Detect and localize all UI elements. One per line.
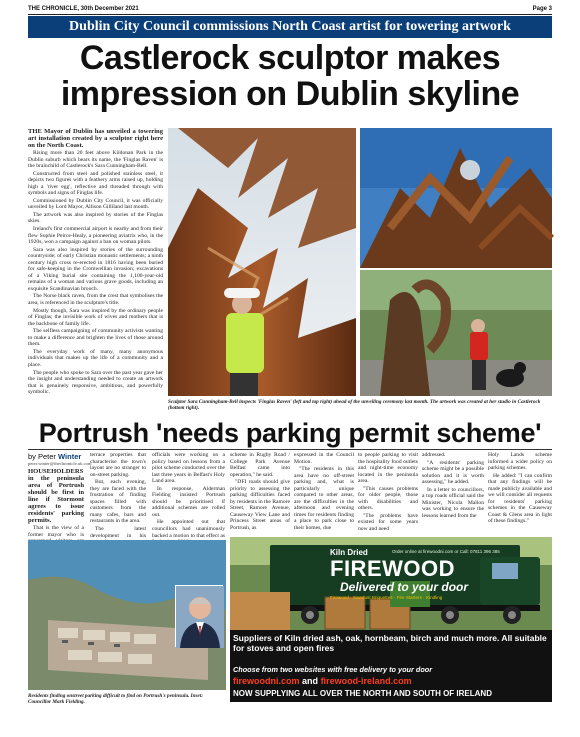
- story2-column-1: [28, 468, 84, 538]
- byline-prefix: by Peter: [28, 452, 56, 461]
- councillor-portrait: [176, 586, 224, 648]
- advert-coverage-text: NOW SUPPLYING ALL OVER THE NORTH AND SOUTH OF IRELAND: [233, 689, 492, 698]
- firewood-brand-top: Kiln Dried: [330, 548, 368, 557]
- story2-paragraph: expressed in the Council Motion.: [294, 452, 354, 465]
- story1-kicker: Dublin City Council commissions North Coast artist for towering artwork: [28, 16, 552, 38]
- story1-paragraph: The people who spoke to Sara over the past year gave her the insight and understanding needed to create an artwork that is genuinely responsive, ambitious, and powerfully symbolic.: [28, 369, 163, 396]
- advert-suppliers-text: Suppliers of Kiln dried ash, oak, hornbeam, birch and much more. All suitable for stoves and open fires: [233, 633, 547, 653]
- story1-paragraph: The selfless campaigning of community activists wanting to make a difference and brighten the lives of those around them.: [28, 328, 163, 348]
- story2-headline: Portrush 'needs parking permit scheme': [38, 418, 542, 448]
- byline-name: Winter: [58, 452, 82, 461]
- story1-paragraph: The everyday work of many, many anonymous individuals that makes up the life of a community and a place.: [28, 348, 163, 368]
- story1-headline: Castlerock sculptor makes impression on Dublin skyline: [60, 39, 520, 113]
- firewood-contact: Order online at firewoodni.com or Call: 07811 396 385: [392, 549, 500, 554]
- story1-paragraph: Mostly though, Sara was inspired by the ordinary people of Finglas; the invisible work of wives and mothers that is the backbone of family life.: [28, 307, 163, 327]
- story2-paragraph: "The residents in this area have no off-street parking and, what is particularly unique compared to other areas, are the difficulties in the afternoon and evening times for residents finding a place to park close to their homes, due: [294, 466, 354, 532]
- story2-column-2: [90, 452, 146, 542]
- story2-paragraph: "DFI roads should give priority to assessing the parking difficulties faced by residents in the Ramore Street, Ramore Avenue, Causeway View Lane and Princess Street areas of Portrush, as: [230, 479, 290, 532]
- story1-caption: Sculptor Sara Cunningham-Bell inspects 'Finglas Raven' (left and top right) ahead of the unveiling ceremony last month. The artwork was created at her studio in Castlerock (bottom right).: [168, 399, 541, 411]
- councillor-inset-photo: [175, 585, 223, 647]
- story2-paragraph: "This causes problems for older people, those with disabilities and others.: [358, 485, 418, 512]
- story2-column-7: [422, 452, 484, 532]
- page-number: Page 3: [532, 6, 552, 12]
- website-link-firewood-ireland[interactable]: firewood-ireland.com: [320, 676, 412, 686]
- story2-paragraph: He added: "I can confirm that any findings will be made publicly available and we will consider all requests for residents' parking schemes in the Causeway Coast & Glens area in light of these findings.": [488, 472, 552, 525]
- sculptor-photo: [168, 128, 356, 396]
- story2-paragraph: addressed.: [422, 452, 446, 458]
- story2-paragraph: "A residents' parking scheme might be a possible solution and it is worth assessing," he added.: [422, 459, 484, 486]
- story2-paragraph: terrace properties that characterise the town's layout are no stranger to on-street parking.: [90, 452, 146, 478]
- firewood-slogan: Delivered to your door: [340, 580, 469, 594]
- story2-column-3: [152, 452, 225, 539]
- story2-paragraph: Holy Lands scheme informed a wider policy on parking schemes.: [488, 452, 552, 472]
- story1-body: [28, 128, 163, 396]
- story2-column-6: [358, 452, 418, 532]
- story2-paragraph: officials were working on a policy based on lessons from a pilot scheme conducted over the last three years in Belfast's Holy Land area.: [152, 452, 225, 485]
- sculpture-image: [168, 128, 356, 396]
- story1-paragraph: Ireland's first commercial airport is nearby and from their flew Sophie Peirce-Healy, a pioneering aviatrix who, in the 1920s, won a campaign against a ban on woman pilots.: [28, 226, 163, 246]
- story2-paragraph: In response, Alderman Fielding insisted Portrush should be prioritised if additional schemes are rolled out.: [152, 485, 225, 518]
- firewood-brand: FIREWOOD: [330, 556, 455, 581]
- story1-paragraph: Rising more than 20 feet above Kildonan Park in the Dublin suburb which bears its name, the 'Finglas Raven' is the brainchild of Castlerock's Sara Cunningham-Bell.: [28, 150, 163, 170]
- studio-photo: [360, 270, 552, 396]
- advert-websites-text: Choose from two websites with free delivery to your door: [233, 665, 433, 674]
- advert-website-links: [233, 676, 551, 687]
- story2-paragraph: He appointed out that councillors had unanimously backed a motion to that effect as: [152, 519, 225, 539]
- story1-paragraph: Sara was also inspired by stories of the surrounding countryside; of early Christian monastic settlements; a ninth century high cross re-erected in 1816 having been buried for safe-keeping in the Cromwellian invasion; excavations of a Viking burial site containing the 1,100-year-old remains of a woman and various grave goods, including an exquisite Scandinavian brooch.: [28, 246, 163, 292]
- paper-date: THE CHRONICLE, 30th December 2021: [28, 6, 139, 12]
- story1-paragraph: The Norse black raven, from the crest that symbolises the area, is referenced in the sculpture's title.: [28, 293, 163, 307]
- author-email[interactable]: peter.winter@thechronicle.uk.com: [28, 461, 92, 466]
- story2-column-5: [294, 452, 354, 532]
- story2-paragraph: to people parking to visit the hospitality food outlets and night-time economy located in the peninsula area.: [358, 452, 418, 485]
- story2-paragraph: The latest development in his: [90, 526, 146, 539]
- story2-rule: [28, 449, 552, 450]
- website-link-firewoodni[interactable]: firewoodni.com: [233, 676, 300, 686]
- story2-lead: HOUSEHOLDERS in the peninsula area of Portrush should be first in line if Stormont agrees to issue residents' parking permits.: [28, 468, 84, 524]
- firewood-products: Firewood · Sawdust Briquettes · Fire Starters · Kindling: [330, 595, 443, 600]
- story2-caption: Residents finding onstreet parking difficult to find on Portrush's peninsula. Inset: Councillor Mark Fielding.: [28, 693, 204, 705]
- story2-paragraph: That is the view of a former mayor who is: [28, 525, 84, 538]
- sculpture-sky-image: [360, 128, 552, 268]
- story2-paragraph: In a letter to councillors, a top roads official said the Minister, Nicola Mallon was working to ensure the lessons learned from the: [422, 486, 484, 519]
- story1-paragraph: Commissioned by Dublin City Council, it was officially unveiled by Lord Mayor, Allison Gilliland last month.: [28, 197, 163, 211]
- studio-image: [360, 270, 552, 396]
- story2-column-8: [488, 452, 552, 532]
- story2-paragraph: "The problems have existed for some years now and need: [358, 512, 418, 533]
- advert-and-text: and: [302, 676, 319, 686]
- story2-paragraph: scheme in Rugby Road / College Park Avenue Belfast came into operation," he said.: [230, 452, 290, 478]
- story1-lead: THE Mayor of Dublin has unveiled a towering art installation created by a sculptor right here on the North Coast.: [28, 128, 163, 149]
- story2-column-4: [230, 452, 290, 532]
- masthead-rule: [28, 14, 552, 15]
- story2-paragraph: But, each evening, they are faced with the frustration of finding spaces filled with customers from the many cafes, bars and restaurants in the area.: [90, 479, 146, 525]
- sculpture-sky-photo: [360, 128, 552, 268]
- story1-paragraph: Constructed from steel and polished stainless steel, it depicts two figures with a feathery arms raised up, holding high a 'river egg', reflective and threaded through with symbols and signs of Finglas life.: [28, 170, 163, 197]
- story1-paragraph: The artwork was also inspired by stories of the Finglas skies.: [28, 211, 163, 225]
